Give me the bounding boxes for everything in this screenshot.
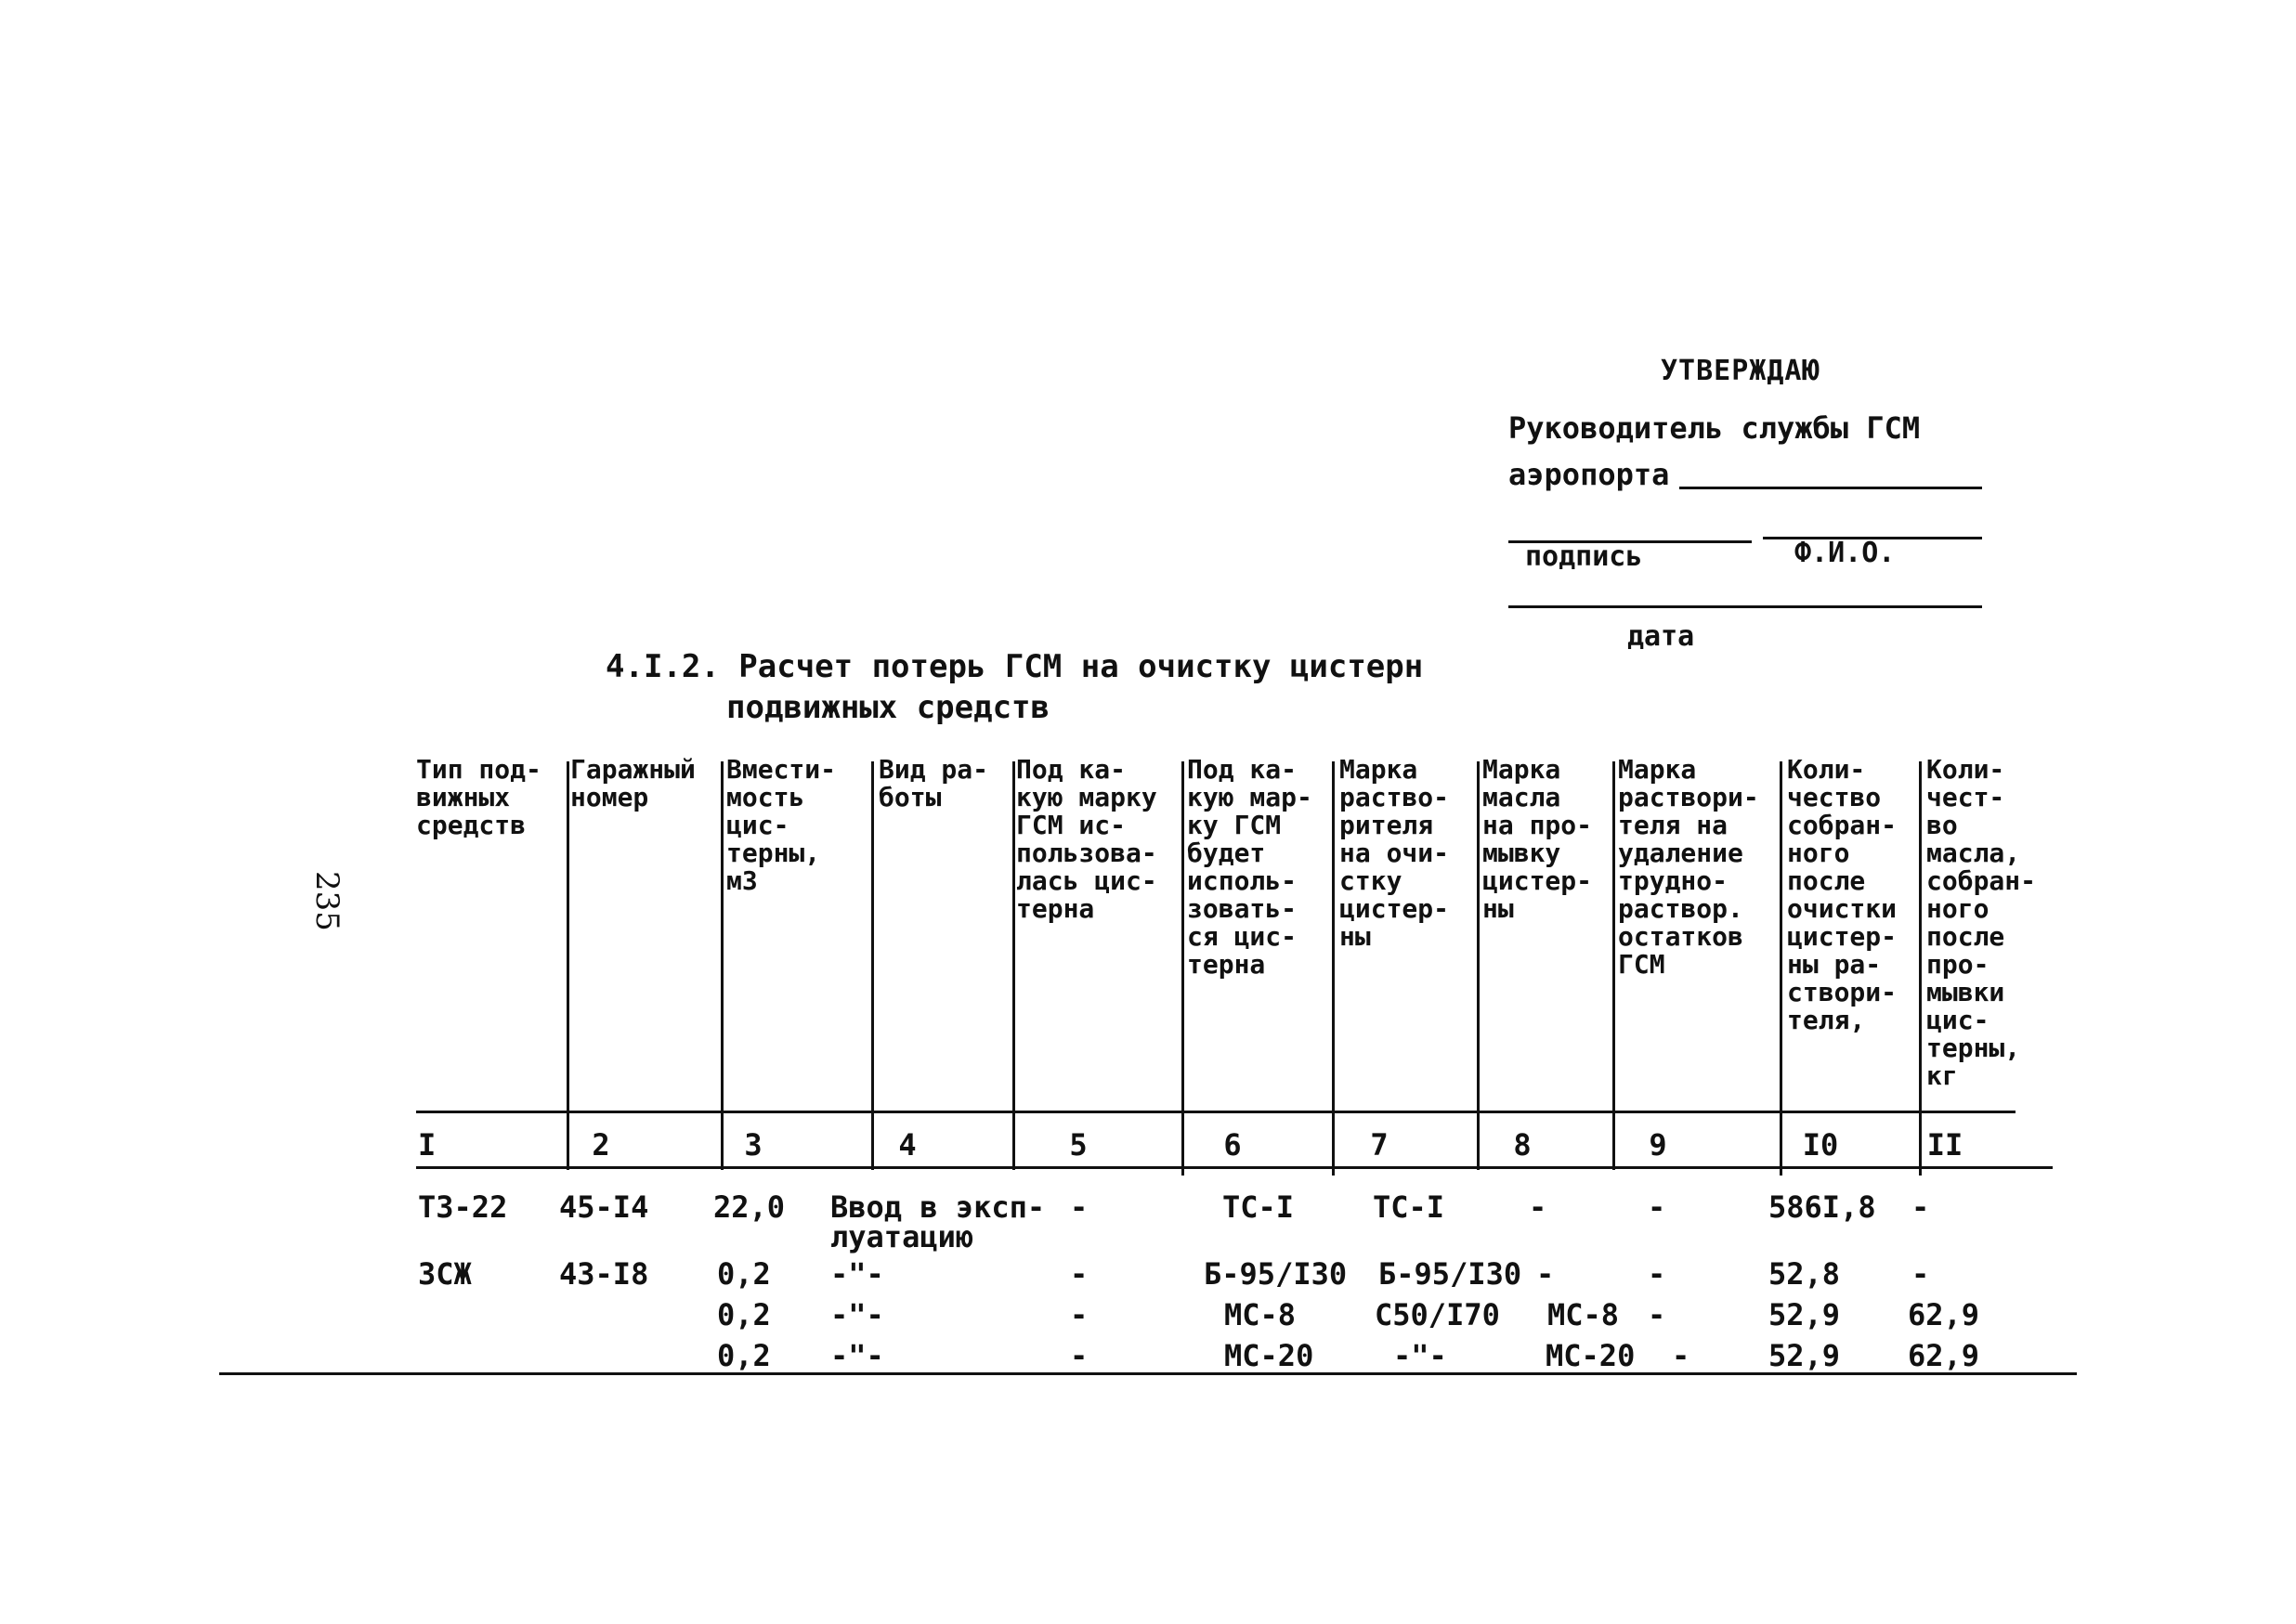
column-number: I0: [1802, 1127, 1839, 1163]
cell-residue-solvent: -: [1648, 1297, 1666, 1332]
table-column-divider: [1181, 761, 1184, 1176]
approval-fio-label: Ф.И.О.: [1794, 537, 1896, 569]
cell-next-fuel: МС-20: [1224, 1338, 1314, 1373]
table-column-divider: [1477, 761, 1480, 1170]
column-number: 7: [1370, 1127, 1389, 1163]
table-column-divider: [871, 761, 874, 1170]
cell-next-fuel: ТС-I: [1222, 1189, 1295, 1225]
column-number: 9: [1649, 1127, 1667, 1163]
cell-capacity: 0,2: [717, 1338, 771, 1373]
cell-previous-fuel: -: [1070, 1338, 1089, 1373]
table-column-divider: [1612, 761, 1615, 1170]
approval-heading: УТВЕРЖДАЮ: [1661, 355, 1820, 387]
cell-cleaning-solvent: ТС-I: [1373, 1189, 1445, 1225]
table-column-divider: [1780, 761, 1782, 1176]
document-title: 4.I.2. Расчет потерь ГСМ на очистку цистерн: [606, 648, 1424, 685]
header-work-type: Вид ра- боты: [879, 756, 989, 812]
column-number: I: [418, 1127, 437, 1163]
table-column-divider: [1919, 761, 1922, 1176]
cell-next-fuel: МС-8: [1224, 1297, 1297, 1332]
cell-residue-solvent: -: [1648, 1189, 1666, 1225]
header-oil-collected: Коли- чест- во масла, собран- ного после про- мывки цис- терны, кг: [1926, 756, 2037, 1090]
cell-work-type: -"-: [830, 1297, 884, 1332]
cell-capacity: 22,0: [713, 1189, 786, 1225]
header-next-fuel: Под ка- кую мар- ку ГСМ будет исполь- зовать- ся цис- терна: [1187, 756, 1312, 979]
cell-residue-solvent: -: [1648, 1256, 1666, 1292]
cell-capacity: 0,2: [717, 1256, 771, 1292]
approval-date-label: дата: [1627, 620, 1695, 653]
cell-work-type: Ввод в эксп- луатацию: [830, 1189, 1046, 1254]
header-capacity: Вмести- мость цис- терны, м3: [726, 756, 837, 895]
cell-flushing-oil: -: [1529, 1189, 1547, 1225]
cell-cleaning-solvent: Б-95/I30: [1378, 1256, 1522, 1292]
column-number: 4: [898, 1127, 917, 1163]
cell-garage-number: 43-I8: [559, 1256, 649, 1292]
cell-previous-fuel: -: [1070, 1189, 1089, 1225]
table-bottom-rule: [219, 1372, 2077, 1375]
cell-solvent-collected: 52,8: [1768, 1256, 1841, 1292]
cell-oil-collected: 62,9: [1908, 1338, 1980, 1373]
cell-vehicle-type: ТЗ-22: [418, 1189, 508, 1225]
cell-residue-solvent: -: [1672, 1338, 1690, 1373]
header-flushing-oil: Марка масла на про- мывку цистер- ны: [1482, 756, 1593, 923]
header-garage-number: Гаражный номер: [570, 756, 696, 812]
column-number: 2: [592, 1127, 610, 1163]
cell-capacity: 0,2: [717, 1297, 771, 1332]
cell-vehicle-type: ЗСЖ: [418, 1256, 472, 1292]
page-number: 235: [308, 871, 346, 931]
cell-previous-fuel: -: [1070, 1297, 1089, 1332]
cell-garage-number: 45-I4: [559, 1189, 649, 1225]
cell-oil-collected: -: [1911, 1189, 1930, 1225]
table-column-divider: [567, 761, 569, 1170]
column-number: II: [1926, 1127, 1963, 1163]
cell-cleaning-solvent: -"-: [1393, 1338, 1447, 1373]
approval-date-line: [1508, 605, 1982, 608]
approval-role: Руководитель службы ГСМ: [1508, 410, 1921, 446]
cell-cleaning-solvent: С50/I70: [1375, 1297, 1500, 1332]
cell-next-fuel: Б-95/I30: [1204, 1256, 1348, 1292]
table-number-rule: [416, 1166, 2053, 1169]
column-number: 8: [1513, 1127, 1532, 1163]
cell-flushing-oil: МС-20: [1546, 1338, 1636, 1373]
cell-work-type: -"-: [830, 1256, 884, 1292]
document-subtitle: подвижных средств: [726, 689, 1050, 726]
header-solvent-collected: Коли- чество собран- ного после очистки цистер- ны ра- створи- теля,: [1787, 756, 1898, 1034]
cell-solvent-collected: 52,9: [1768, 1297, 1841, 1332]
cell-flushing-oil: МС-8: [1547, 1297, 1620, 1332]
header-residue-solvent: Марка раствори- теля на удаление трудно- раствор. остатков ГСМ: [1618, 756, 1759, 979]
table-column-divider: [1332, 761, 1335, 1176]
approval-org: аэропорта: [1508, 457, 1670, 492]
header-vehicle-type: Тип под- вижных средств: [416, 756, 541, 839]
column-number: 5: [1069, 1127, 1088, 1163]
cell-oil-collected: 62,9: [1908, 1297, 1980, 1332]
approval-org-line: [1679, 487, 1982, 489]
table-column-divider: [1012, 761, 1015, 1170]
header-previous-fuel: Под ка- кую марку ГСМ ис- пользова- лась цис- терна: [1016, 756, 1157, 923]
table-column-divider: [721, 761, 724, 1170]
header-cleaning-solvent: Марка раство- рителя на очи- стку цистер- ны: [1339, 756, 1450, 951]
cell-flushing-oil: -: [1536, 1256, 1555, 1292]
column-number: 6: [1223, 1127, 1242, 1163]
approval-signature-label: подпись: [1525, 540, 1643, 573]
table-header-rule: [416, 1111, 2016, 1113]
cell-previous-fuel: -: [1070, 1256, 1089, 1292]
column-number: 3: [744, 1127, 763, 1163]
cell-solvent-collected: 52,9: [1768, 1338, 1841, 1373]
cell-work-type: -"-: [830, 1338, 884, 1373]
cell-oil-collected: -: [1911, 1256, 1930, 1292]
cell-solvent-collected: 586I,8: [1768, 1189, 1876, 1225]
